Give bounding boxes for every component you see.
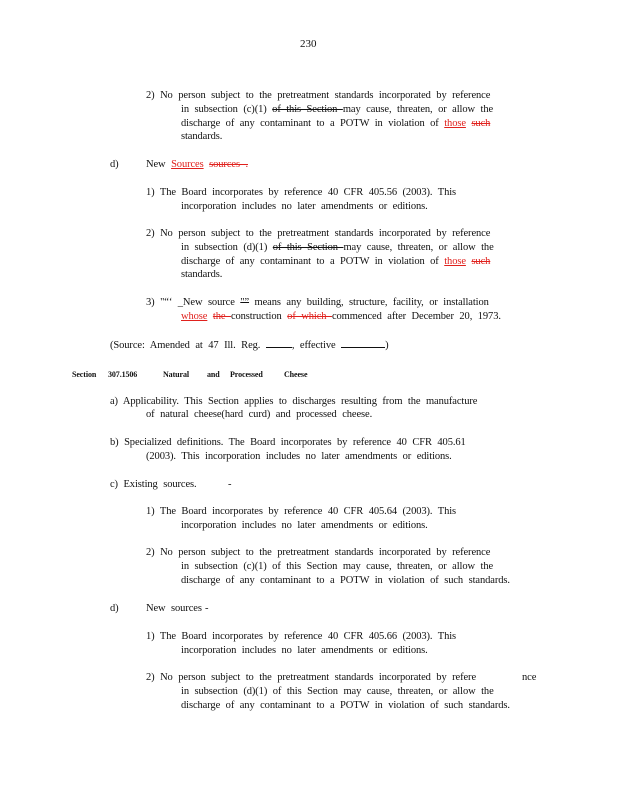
s2-c1-line1: 1) The Board incorporates by reference 40 CFR 405.64 (2003). This	[146, 506, 457, 517]
s2-d-dash: -	[205, 603, 209, 614]
effective-blank	[341, 338, 385, 348]
s1-d1-line2: incorporation includes no later amendments or editions.	[181, 201, 428, 212]
s1-d1-line1: 1) The Board incorporates by reference 40 CFR 405.56 (2003). This	[146, 187, 457, 198]
s2-c2-line3: discharge of any contaminant to a POTW in violation of such standards.	[181, 575, 510, 586]
s2-d1-line1: 1) The Board incorporates by reference 40 CFR 405.66 (2003). This	[146, 631, 457, 642]
s1-p2-line3: discharge of any contaminant to a POTW in violation of those such	[181, 118, 491, 129]
inserted-text: Sources	[171, 159, 204, 170]
inserted-text: whose	[181, 311, 208, 322]
s2-c-dash: -	[228, 479, 232, 490]
deleted-text: sources .	[209, 159, 248, 170]
s2-c2-line2: in subsection (c)(1) of this Section may cause, threaten, or allow the	[181, 561, 494, 572]
page-number: 230	[300, 38, 317, 50]
s1-p2-line4: standards.	[181, 131, 223, 142]
s1-d2-line1: 2) No person subject to the pretreatment standards incorporated by reference	[146, 228, 491, 239]
inserted-text: those	[444, 256, 466, 267]
s2-c-heading: c) Existing sources.	[110, 479, 197, 490]
s2-c2-line1: 2) No person subject to the pretreatment standards incorporated by reference	[146, 547, 491, 558]
s2-d-heading: New sources	[146, 603, 202, 614]
s1-p2-line2: in subsection (c)(1) of this Section may cause, threaten, or allow the	[181, 104, 494, 115]
s2-a-line1: a) Applicability. This Section applies to discharges resulting from the manufacture	[110, 396, 478, 407]
s2-d2-line2: in subsection (d)(1) of this Section may cause, threaten, or allow the	[181, 686, 494, 697]
section-heading-word: Cheese	[284, 370, 308, 379]
section-heading-number: 307.1506	[108, 370, 138, 379]
deleted-text: such	[471, 118, 491, 129]
reg-blank	[266, 338, 292, 348]
s2-b-line2: (2003). This incorporation includes no later amendments or editions.	[146, 451, 452, 462]
deleted-text: the	[212, 311, 231, 322]
source-note: (Source: Amended at 47 Ill. Reg. , effective )	[110, 340, 389, 351]
section-heading-word: Natural	[163, 370, 189, 379]
s2-d2-line1-tail: nce	[522, 672, 537, 683]
strikethrough-text: "”	[240, 297, 250, 308]
s1-d2-line4: standards.	[181, 269, 223, 280]
s2-d-label: d)	[110, 603, 119, 614]
s1-d2-line3: discharge of any contaminant to a POTW in violation of those such	[181, 256, 491, 267]
s1-d2-line2: in subsection (d)(1) of this Section may cause, threaten, or allow the	[181, 242, 494, 253]
s1-d3-line1: 3) "“‘ _New source "” means any building, structure, facility, or installation	[146, 297, 489, 308]
s1-d-heading: New Sources sources .	[146, 159, 248, 170]
s2-d1-line2: incorporation includes no later amendments or editions.	[181, 645, 428, 656]
s2-c1-line2: incorporation includes no later amendments or editions.	[181, 520, 428, 531]
strikethrough-text: of this Section	[272, 104, 343, 115]
section-heading-word: Processed	[230, 370, 263, 379]
section-heading-label: Section	[72, 370, 97, 379]
s1-d-label: d)	[110, 159, 119, 170]
deleted-text: such	[471, 256, 491, 267]
s2-b-line1: b) Specialized definitions. The Board incorporates by reference 40 CFR 405.61	[110, 437, 466, 448]
s1-d3-line2: whose the construction of which commenced after December 20, 1973.	[181, 311, 501, 322]
strikethrough-text: of this Section	[272, 242, 344, 253]
s2-d2-line1: 2) No person subject to the pretreatment standards incorporated by refere	[146, 672, 476, 683]
inserted-text: those	[444, 118, 466, 129]
deleted-text: of which	[287, 311, 332, 322]
s2-a-line2: of natural cheese(hard curd) and processed cheese.	[146, 409, 373, 420]
s1-p2-line1: 2) No person subject to the pretreatment standards incorporated by reference	[146, 90, 491, 101]
s2-d2-line3: discharge of any contaminant to a POTW in violation of such standards.	[181, 700, 510, 711]
section-heading-word: and	[207, 370, 220, 379]
